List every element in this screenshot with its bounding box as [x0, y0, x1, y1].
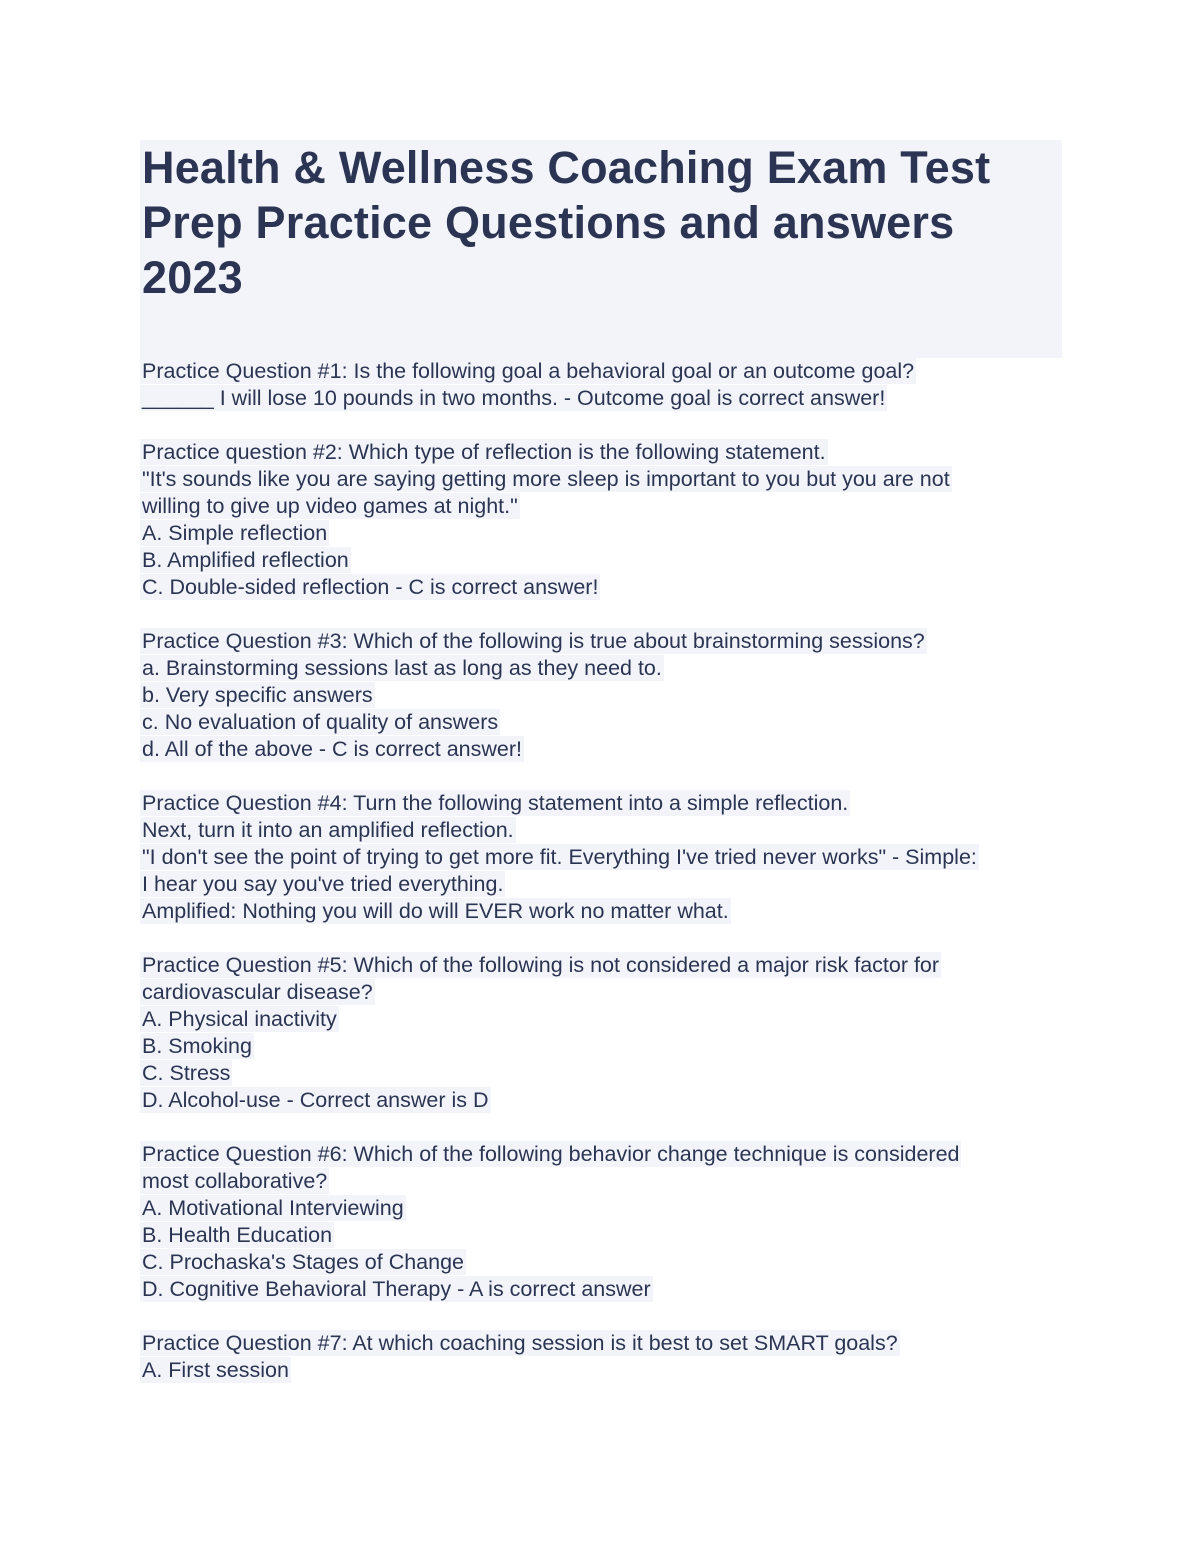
answer-option: A. First session	[142, 1358, 289, 1382]
question-line: most collaborative?	[142, 1169, 328, 1193]
question-7	[140, 1330, 1064, 1384]
question-2	[140, 439, 1064, 601]
question-5	[140, 952, 1064, 1114]
answer-option: A. Physical inactivity	[142, 1007, 337, 1031]
answer-option: D. Cognitive Behavioral Therapy - A is correct answer	[142, 1277, 651, 1301]
answer-option: A. Simple reflection	[142, 521, 328, 545]
question-line: "I don't see the point of trying to get more fit. Everything I've tried never works" - Simple:	[142, 845, 977, 869]
answer-option: B. Health Education	[142, 1223, 333, 1247]
question-line: Practice Question #1: Is the following goal a behavioral goal or an outcome goal?	[142, 359, 915, 383]
question-line: willing to give up video games at night."	[142, 494, 518, 518]
title-line: Health & Wellness Coaching Exam Test	[142, 142, 991, 193]
question-line: Practice Question #4: Turn the following statement into a simple reflection.	[142, 791, 849, 815]
question-list	[140, 358, 1064, 1384]
question-line: Practice Question #5: Which of the following is not considered a major risk factor for	[142, 953, 940, 977]
question-line: I hear you say you've tried everything.	[142, 872, 504, 896]
document-title	[142, 140, 1062, 305]
question-line: Next, turn it into an amplified reflection.	[142, 818, 514, 842]
question-line: ______ I will lose 10 pounds in two months. - Outcome goal is correct answer!	[142, 386, 886, 410]
question-line: Practice Question #6: Which of the following behavior change technique is considered	[142, 1142, 960, 1166]
answer-option: a. Brainstorming sessions last as long as they need to.	[142, 656, 662, 680]
question-line: "It's sounds like you are saying getting more sleep is important to you but you are not	[142, 467, 950, 491]
question-line: Practice Question #7: At which coaching session is it best to set SMART goals?	[142, 1331, 898, 1355]
question-line: Practice question #2: Which type of reflection is the following statement.	[142, 440, 826, 464]
answer-option: d. All of the above - C is correct answer!	[142, 737, 522, 761]
question-6	[140, 1141, 1064, 1303]
title-block	[140, 140, 1062, 358]
answer-option: c. No evaluation of quality of answers	[142, 710, 499, 734]
title-line: 2023	[142, 252, 243, 303]
answer-option: C. Prochaska's Stages of Change	[142, 1250, 465, 1274]
answer-option: D. Alcohol-use - Correct answer is D	[142, 1088, 489, 1112]
answer-option: b. Very specific answers	[142, 683, 373, 707]
answer-option: A. Motivational Interviewing	[142, 1196, 404, 1220]
question-3	[140, 628, 1064, 763]
document-page	[140, 140, 1064, 1384]
question-1	[140, 358, 1064, 412]
question-line: Practice Question #3: Which of the following is true about brainstorming sessions?	[142, 629, 925, 653]
answer-option: C. Double-sided reflection - C is correct answer!	[142, 575, 599, 599]
title-line: Prep Practice Questions and answers	[142, 197, 955, 248]
answer-option: B. Smoking	[142, 1034, 252, 1058]
answer-option: C. Stress	[142, 1061, 231, 1085]
question-line: cardiovascular disease?	[142, 980, 373, 1004]
question-4	[140, 790, 1064, 925]
question-line: Amplified: Nothing you will do will EVER work no matter what.	[142, 899, 729, 923]
answer-option: B. Amplified reflection	[142, 548, 349, 572]
